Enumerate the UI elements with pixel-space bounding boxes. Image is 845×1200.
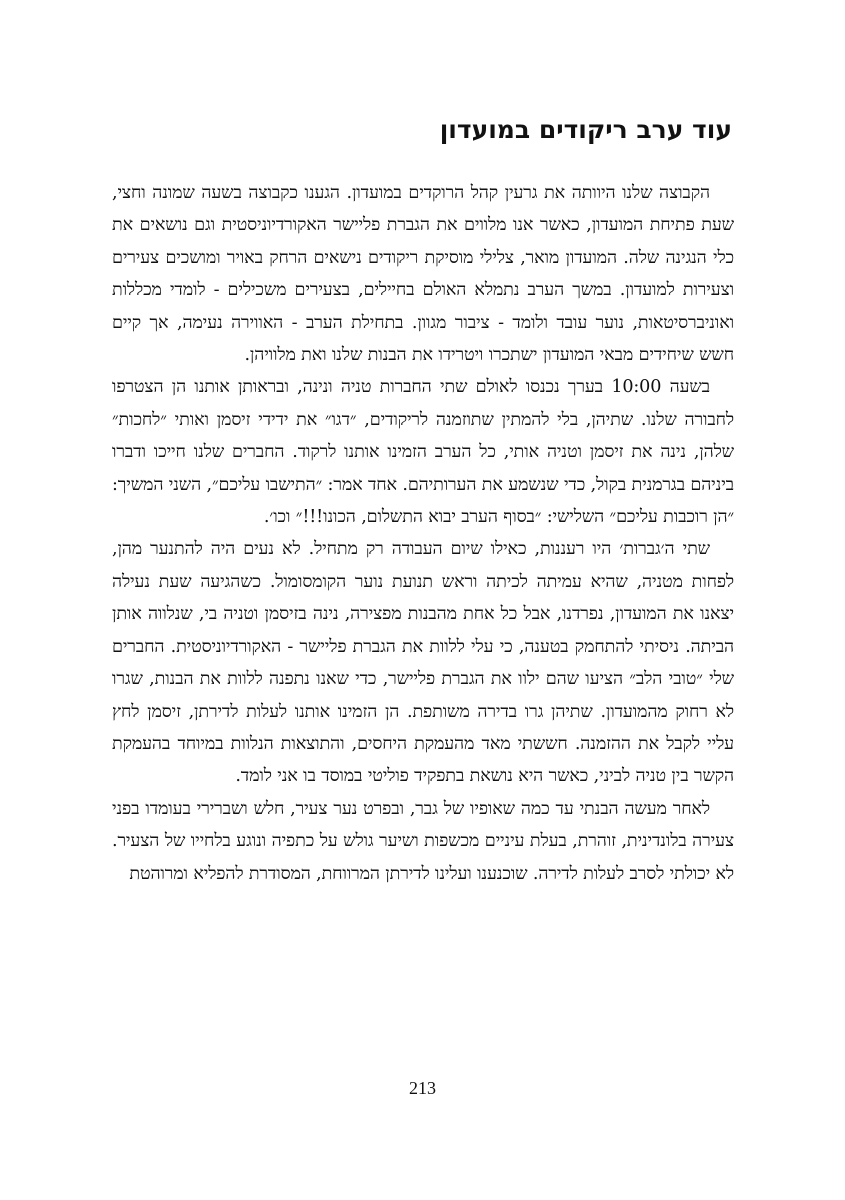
body-text	[112, 177, 734, 890]
paragraph: בשעה 10:00 בערך נכנסו לאולם שתי החברות טניה ונינה, ובראותן אותנו הן הצטרפו לחבורה שלנו. שתיהן, בלי להמתין שתוזמנה לריקודים, ״דגו״ את ידידי זיסמן ואותי ״לחכות״ שלהן, נינה את זיסמן וטניה אותי, כל הערב הזמינו אותנו לרקוד. החברים שלנו חייכו ודברו ביניהם בגרמנית בקול, כדי שנשמע את הערותיהם. אחד אמר: ״התישבו עליכם״, השני המשיך: ״הן רוכבות עליכם״ השלישי: ״בסוף הערב יבוא התשלום, הכונו!!!״ וכו׳.	[112, 377, 734, 528]
paragraph: שתי ה׳גברות׳ היו רעננות, כאילו שיום העבודה רק מתחיל. לא נעים היה להתנער מהן, לפחות מטניה, שהיא עמיתה לכיתה וראש תנועת נוער הקומסומול. כשהגיעה שעת נעילה יצאנו את המועדון, נפרדנו, אבל כל אחת מהבנות מפצירה, נינה בזיסמן וטניה בי, שנלווה אותן הביתה. ניסיתי להתחמק בטענה, כי עלי ללוות את הגברת פליישר - האקורדיוניסטית. החברים שלי ״טובי הלב״ הציעו שהם ילוו את הגברת פליישר, כדי שאנו נתפנה ללוות את הבנות, שגרו לא רחוק מהמועדון. שתיהן גרו בדירה משותפת. הן הזמינו אותנו לעלות לדירתן, זיסמן לחץ עליי לקבל את ההזמנה. חששתי מאד מהעמקת היחסים, והתוצאות הנלוות במיוחד בהעמקת הקשר בין טניה לביני, כאשר היא נושאת בתפקיד פוליטי במוסד בו אני לומד.	[112, 539, 734, 787]
page-number: 213	[409, 1078, 436, 1098]
chapter-title: עוד ערב ריקודים במועדון	[439, 115, 732, 144]
paragraph: לאחר מעשה הבנתי עד כמה שאופיו של גבר, ובפרט נער צעיר, חלש ושברירי בעומדו בפני צעירה בלונדינית, זוהרת, בעלת עיניים מכשפות ושיער גולש על כתפיה ונוגע בלחייו של הצעיר. לא יכולתי לסרב לעלות לדירה. שוכנענו ועלינו לדירתן המרווחת, המסודרת להפליא ומרוהטת	[112, 798, 734, 884]
paragraph: הקבוצה שלנו היוותה את גרעין קהל הרוקדים במועדון. הגענו כקבוצה בשעה שמונה וחצי, שעת פתיחת המועדון, כאשר אנו מלווים את הגברת פליישר האקורדיוניסטית וגם נושאים את כלי הנגינה שלה. המועדון מואר, צלילי מוסיקת ריקודים נישאים הרחק באויר ומושכים צעירים וצעירות למועדון. במשך הערב נתמלא האולם בחיילים, בצעירים משכילים - לומדי מכללות ואוניברסיטאות, נוער עובד ולומד - ציבור מגוון. בתחילת הערב - האווירה נעימה, אך קיים חשש שיחידים מבאי המועדון ישתכרו ויטרידו את הבנות שלנו ואת מלוויהן.	[112, 183, 734, 366]
